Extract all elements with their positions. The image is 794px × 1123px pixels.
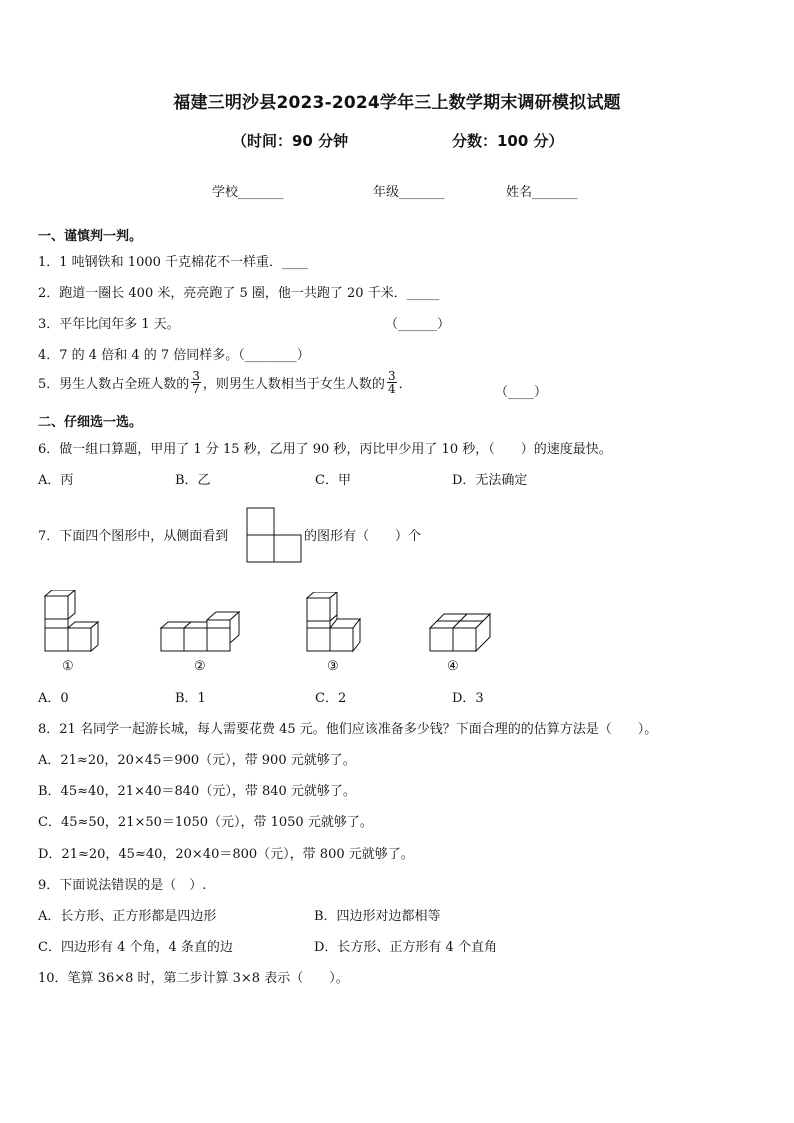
figure-2-label: ② <box>194 659 206 674</box>
question-5-part-c: ． <box>398 377 412 392</box>
question-8-option-a: A．21≈20，20×45＝900（元），带 900 元就够了。 <box>38 753 356 768</box>
question-8-option-d: D．21≈20，45≈40，20×40＝800（元），带 800 元就够了。 <box>38 847 414 862</box>
question-2: 2．跑道一圈长 400 米，亮亮跑了 5 圈，他一共跑了 20 千米．_____ <box>38 286 440 301</box>
question-7-option-b: B．1 <box>175 691 206 706</box>
figure-1-label: ① <box>62 659 74 674</box>
fraction-numerator: 3 <box>387 369 396 383</box>
question-5-part-b: ，则男生人数相当于女生人数的 <box>202 377 385 392</box>
fraction-numerator: 3 <box>192 369 200 383</box>
question-9-option-b: B．四边形对边都相等 <box>314 909 441 924</box>
question-3-blank: （______） <box>385 317 451 332</box>
question-4: 4．7 的 4 倍和 4 的 7 倍同样多。（________） <box>38 348 310 363</box>
question-5-blank: （____） <box>495 385 548 400</box>
fraction-denominator: 4 <box>387 382 396 396</box>
question-7-option-d: D．3 <box>452 691 484 706</box>
question-9-option-d: D．长方形、正方形有 4 个直角 <box>314 940 497 955</box>
cube-figure-3 <box>300 592 372 656</box>
question-6: 6．做一组口算题，甲用了 1 分 15 秒，乙用了 90 秒，丙比甲少用了 10 秒，（ ）的速度最快。 <box>38 442 612 457</box>
school-field: 学校_______ <box>212 185 284 200</box>
question-6-option-a: A．丙 <box>38 473 74 488</box>
page-title: 福建三明沙县2023-2024学年三上数学期末调研模拟试题 <box>173 93 621 113</box>
question-3: 3．平年比闰年多 1 天。 <box>38 317 180 332</box>
cube-figure-4 <box>427 608 497 654</box>
section-2-heading: 二、仔细选一选。 <box>38 415 143 430</box>
question-10: 10．笔算 36×8 时，第二步计算 3×8 表示（ ）。 <box>38 971 349 986</box>
question-8-option-b: B．45≈40，21×40＝840（元），带 840 元就够了。 <box>38 784 356 799</box>
question-7-option-a: A．0 <box>38 691 69 706</box>
fraction-3-4 <box>387 370 397 395</box>
question-5 <box>38 370 412 395</box>
grade-field: 年级_______ <box>373 185 445 200</box>
exam-time: （时间：90 分钟 <box>232 132 349 150</box>
fraction-denominator: 7 <box>192 382 200 396</box>
question-7-option-c: C．2 <box>315 691 347 706</box>
name-field: 姓名_______ <box>506 185 578 200</box>
question-1: 1．1 吨钢铁和 1000 千克棉花不一样重．____ <box>38 255 309 270</box>
fraction-3-7 <box>191 370 201 395</box>
question-7-part-b: 的图形有（ ）个 <box>304 529 422 544</box>
cube-figure-2 <box>158 608 250 654</box>
question-6-option-d: D．无法确定 <box>452 473 528 488</box>
question-6-option-b: B．乙 <box>175 473 211 488</box>
question-6-option-c: C．甲 <box>315 473 351 488</box>
question-9-option-c: C．四边形有 4 个角，4 条直的边 <box>38 940 233 955</box>
exam-score: 分数：100 分） <box>452 132 564 150</box>
section-1-heading: 一、谨慎判一判。 <box>38 229 143 244</box>
question-9-option-a: A．长方形、正方形都是四边形 <box>38 909 217 924</box>
question-9: 9．下面说法错误的是（ ）. <box>38 878 207 893</box>
side-view-shape-icon <box>246 507 302 563</box>
question-7-part-a: 7．下面四个图形中，从侧面看到 <box>38 529 229 544</box>
cube-figure-1 <box>38 590 108 656</box>
question-8: 8．21 名同学一起游长城，每人需要花费 45 元。他们应该准备多少钱？下面合理的的估算方法是（ ）。 <box>38 722 658 737</box>
question-5-part-a: 5．男生人数占全班人数的 <box>38 377 190 392</box>
question-8-option-c: C．45≈50，21×50＝1050（元），带 1050 元就够了。 <box>38 815 373 830</box>
figure-3-label: ③ <box>327 659 339 674</box>
figure-4-label: ④ <box>447 659 459 674</box>
